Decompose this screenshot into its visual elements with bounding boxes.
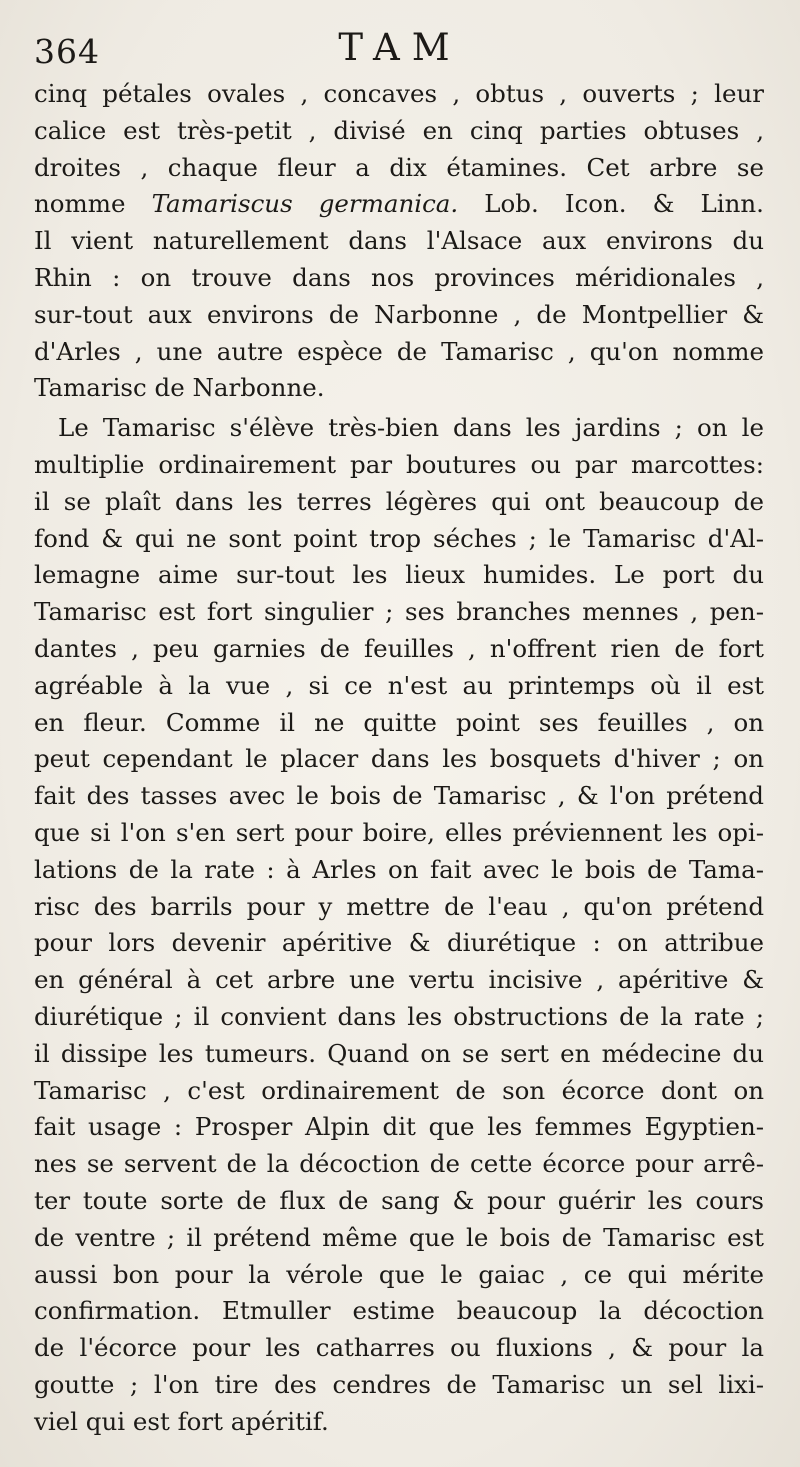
text-line: Le Tamarisc s'élève très-bien dans les jardins ; on le <box>58 413 764 443</box>
text-line: diurétique ; il convient dans les obstructions de la rate ; <box>34 1001 764 1031</box>
text-line: d'Arles , une autre espèce de Tamarisc , qu'on nomme <box>34 336 764 366</box>
text-line: en général à cet arbre une vertu incisive , apéritive & <box>34 965 764 995</box>
paragraph-1 <box>34 76 764 407</box>
text-line: Rhin : on trouve dans nos provinces méridionales , <box>34 262 764 292</box>
text-line: Tamarisc de Narbonne. <box>34 373 325 403</box>
text-line: risc des barrils pour y mettre de l'eau , qu'on prétend <box>34 891 764 921</box>
text-line: lemagne aime sur-tout les lieux humides. Le port du <box>34 560 764 590</box>
text-line: de l'écorce pour les catharres ou fluxions , & pour la <box>34 1333 764 1363</box>
text-line: il se plaît dans les terres légères qui ont beaucoup de <box>34 486 764 516</box>
text-line: fond & qui ne sont point trop séches ; le Tamarisc d'Al- <box>34 523 764 553</box>
text-line: Tamarisc , c'est ordinairement de son écorce dont on <box>34 1075 764 1105</box>
species-prefix: nomme <box>34 189 126 219</box>
text-line: viel qui est fort apéritif. <box>34 1406 329 1436</box>
species-reference: Lob. Icon. & Linn. <box>484 189 764 219</box>
text-line: calice est très-petit , divisé en cinq parties obtuses , <box>34 115 764 145</box>
page-number: 364 <box>34 32 100 71</box>
text-line: Tamarisc est fort singulier ; ses branches mennes , pen- <box>34 597 764 627</box>
text-line: Il vient naturellement dans l'Alsace aux environs du <box>34 226 764 256</box>
running-title: TAM <box>338 26 462 69</box>
species-latin-name: Tamariscus germanica. <box>151 189 459 219</box>
text-line-species <box>34 186 764 223</box>
text-line: confirmation. Etmuller estime beaucoup la décoction <box>34 1296 764 1326</box>
text-line: ter toute sorte de flux de sang & pour guérir les cours <box>34 1185 764 1215</box>
body-text <box>34 76 764 1440</box>
text-line: cinq pétales ovales , concaves , obtus , ouverts ; leur <box>34 79 764 108</box>
text-line: nes se servent de la décoction de cette écorce pour arrê- <box>34 1149 764 1179</box>
text-line: goutte ; l'on tire des cendres de Tamarisc un sel lixi- <box>34 1369 764 1399</box>
text-line: sur-tout aux environs de Narbonne , de Montpellier & <box>34 299 764 329</box>
text-line: agréable à la vue , si ce n'est au printemps où il est <box>34 670 764 700</box>
text-line: pour lors devenir apéritive & diurétique : on attribue <box>34 928 764 958</box>
text-line: il dissipe les tumeurs. Quand on se sert en médecine du <box>34 1038 764 1068</box>
text-line: que si l'on s'en sert pour boire, elles préviennent les opi- <box>34 817 764 847</box>
text-line: dantes , peu garnies de feuilles , n'offrent rien de fort <box>34 633 764 663</box>
text-line: fait usage : Prosper Alpin dit que les femmes Egyptien- <box>34 1112 764 1142</box>
text-line: fait des tasses avec le bois de Tamarisc , & l'on prétend <box>34 781 764 811</box>
paragraph-2 <box>34 410 764 1440</box>
text-line: en fleur. Comme il ne quitte point ses feuilles , on <box>34 707 764 737</box>
text-line: lations de la rate : à Arles on fait avec le bois de Tama- <box>34 854 764 884</box>
text-line: multiplie ordinairement par boutures ou par marcottes: <box>34 449 764 479</box>
text-line: droites , chaque fleur a dix étamines. Cet arbre se <box>34 152 764 182</box>
running-head <box>34 26 766 76</box>
text-line: aussi bon pour la vérole que le gaiac , ce qui mérite <box>34 1259 764 1289</box>
text-line: de ventre ; il prétend même que le bois de Tamarisc est <box>34 1222 764 1252</box>
text-line: peut cependant le placer dans les bosquets d'hiver ; on <box>34 744 764 774</box>
